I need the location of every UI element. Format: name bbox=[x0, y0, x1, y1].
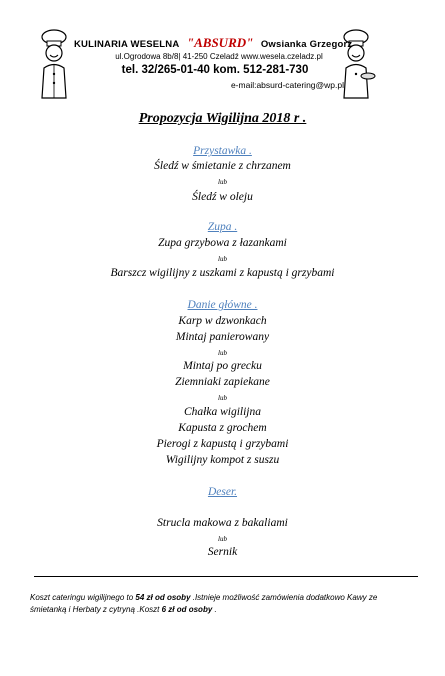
menu-item: Śledź w śmietanie z chrzanem bbox=[154, 160, 291, 172]
menu-item: Strucla makowa z bakaliami bbox=[157, 517, 288, 529]
menu-item: Zupa grzybowa z łazankami bbox=[158, 237, 287, 249]
menu-item: Sernik bbox=[207, 546, 238, 558]
price-note-text: . bbox=[212, 604, 217, 614]
section-heading-soup: Zupa . bbox=[207, 221, 238, 233]
page-title: Propozycja Wigilijna 2018 r . bbox=[138, 111, 307, 126]
banner-address: ul.Ogrodowa 8b/8| 41-250 Czeladź www.wesela.czeladz.pl bbox=[115, 52, 323, 61]
chef-left-icon bbox=[34, 28, 74, 100]
price-note bbox=[30, 592, 410, 615]
menu-item: Ziemniaki zapiekane bbox=[175, 376, 270, 388]
banner-email: e-mail:absurd-catering@wp.pl bbox=[230, 80, 344, 90]
or-separator: lub bbox=[218, 178, 227, 186]
menu-item: Wigilijny kompot z suszu bbox=[165, 454, 280, 466]
banner-right-text: Owsianka Grzegorz bbox=[260, 39, 353, 50]
price-note-text: .Istnieje możliwość zamówienia dodatkowo Kawy ze śmietanką i Herbaty z cytryną .Koszt bbox=[30, 593, 378, 614]
or-separator: lub bbox=[218, 255, 227, 263]
banner-left-text: KULINARIA WESELNA bbox=[74, 39, 180, 50]
menu-item: Śledź w oleju bbox=[192, 191, 253, 203]
menu-item: Pierogi z kapustą i grzybami bbox=[156, 438, 289, 450]
header-banner bbox=[34, 26, 376, 102]
banner-title bbox=[74, 34, 353, 52]
brand-name: "ABSURD" bbox=[186, 35, 254, 50]
menu-item: Mintaj po grecku bbox=[183, 360, 262, 372]
menu-item: Barszcz wigilijny z uszkami z kapustą i grzybami bbox=[110, 267, 335, 279]
price-per-person: 54 zł od osoby bbox=[135, 593, 191, 602]
extra-price-per-person: 6 zł od osoby bbox=[161, 604, 213, 614]
or-separator: lub bbox=[218, 535, 227, 543]
section-heading-dessert: Deser. bbox=[207, 486, 238, 498]
section-heading-starter: Przystawka . bbox=[193, 145, 252, 157]
menu-item: Kapusta z grochem bbox=[178, 422, 267, 434]
divider-line bbox=[34, 576, 418, 577]
or-separator: lub bbox=[218, 394, 227, 402]
menu-item: Mintaj panierowany bbox=[175, 331, 270, 343]
menu-item: Karp w dzwonkach bbox=[178, 315, 267, 327]
banner-phone: tel. 32/265-01-40 kom. 512-281-730 bbox=[121, 64, 309, 76]
menu-item: Chałka wigilijna bbox=[184, 406, 261, 418]
section-heading-main: Danie główne . bbox=[187, 299, 258, 311]
or-separator: lub bbox=[218, 349, 227, 357]
price-note-text: Koszt cateringu wigilijnego to bbox=[30, 593, 136, 602]
